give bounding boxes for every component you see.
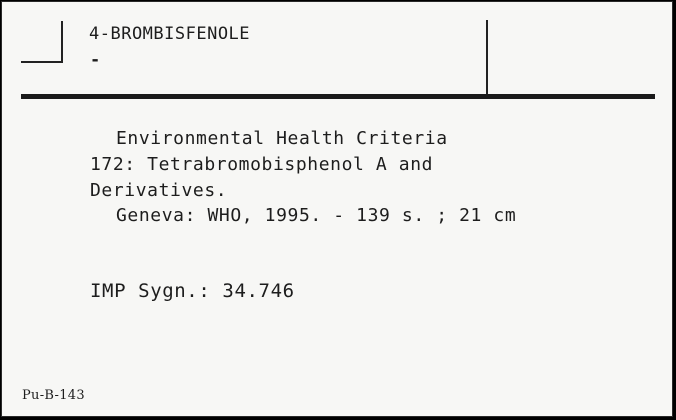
- call-number: IMP Sygn.: 34.746: [90, 280, 295, 302]
- title-line-3: Derivatives.: [90, 180, 228, 201]
- imprint-line: Geneva: WHO, 1995. - 139 s. ; 21 cm: [116, 205, 517, 226]
- column-divider: [486, 20, 488, 98]
- catalog-card: [1, 1, 673, 417]
- heading-rule: [21, 94, 655, 99]
- title-line-2: 172: Tetrabromobisphenol A and: [90, 154, 434, 175]
- heading-dash: -: [90, 50, 101, 70]
- title-line-1: Environmental Health Criteria: [116, 128, 448, 149]
- corner-mark-horizontal: [21, 61, 63, 63]
- corner-mark-vertical: [61, 21, 63, 63]
- card-stamp: Pu-B-143: [22, 388, 85, 403]
- subject-heading: 4-BROMBISFENOLE: [89, 24, 251, 44]
